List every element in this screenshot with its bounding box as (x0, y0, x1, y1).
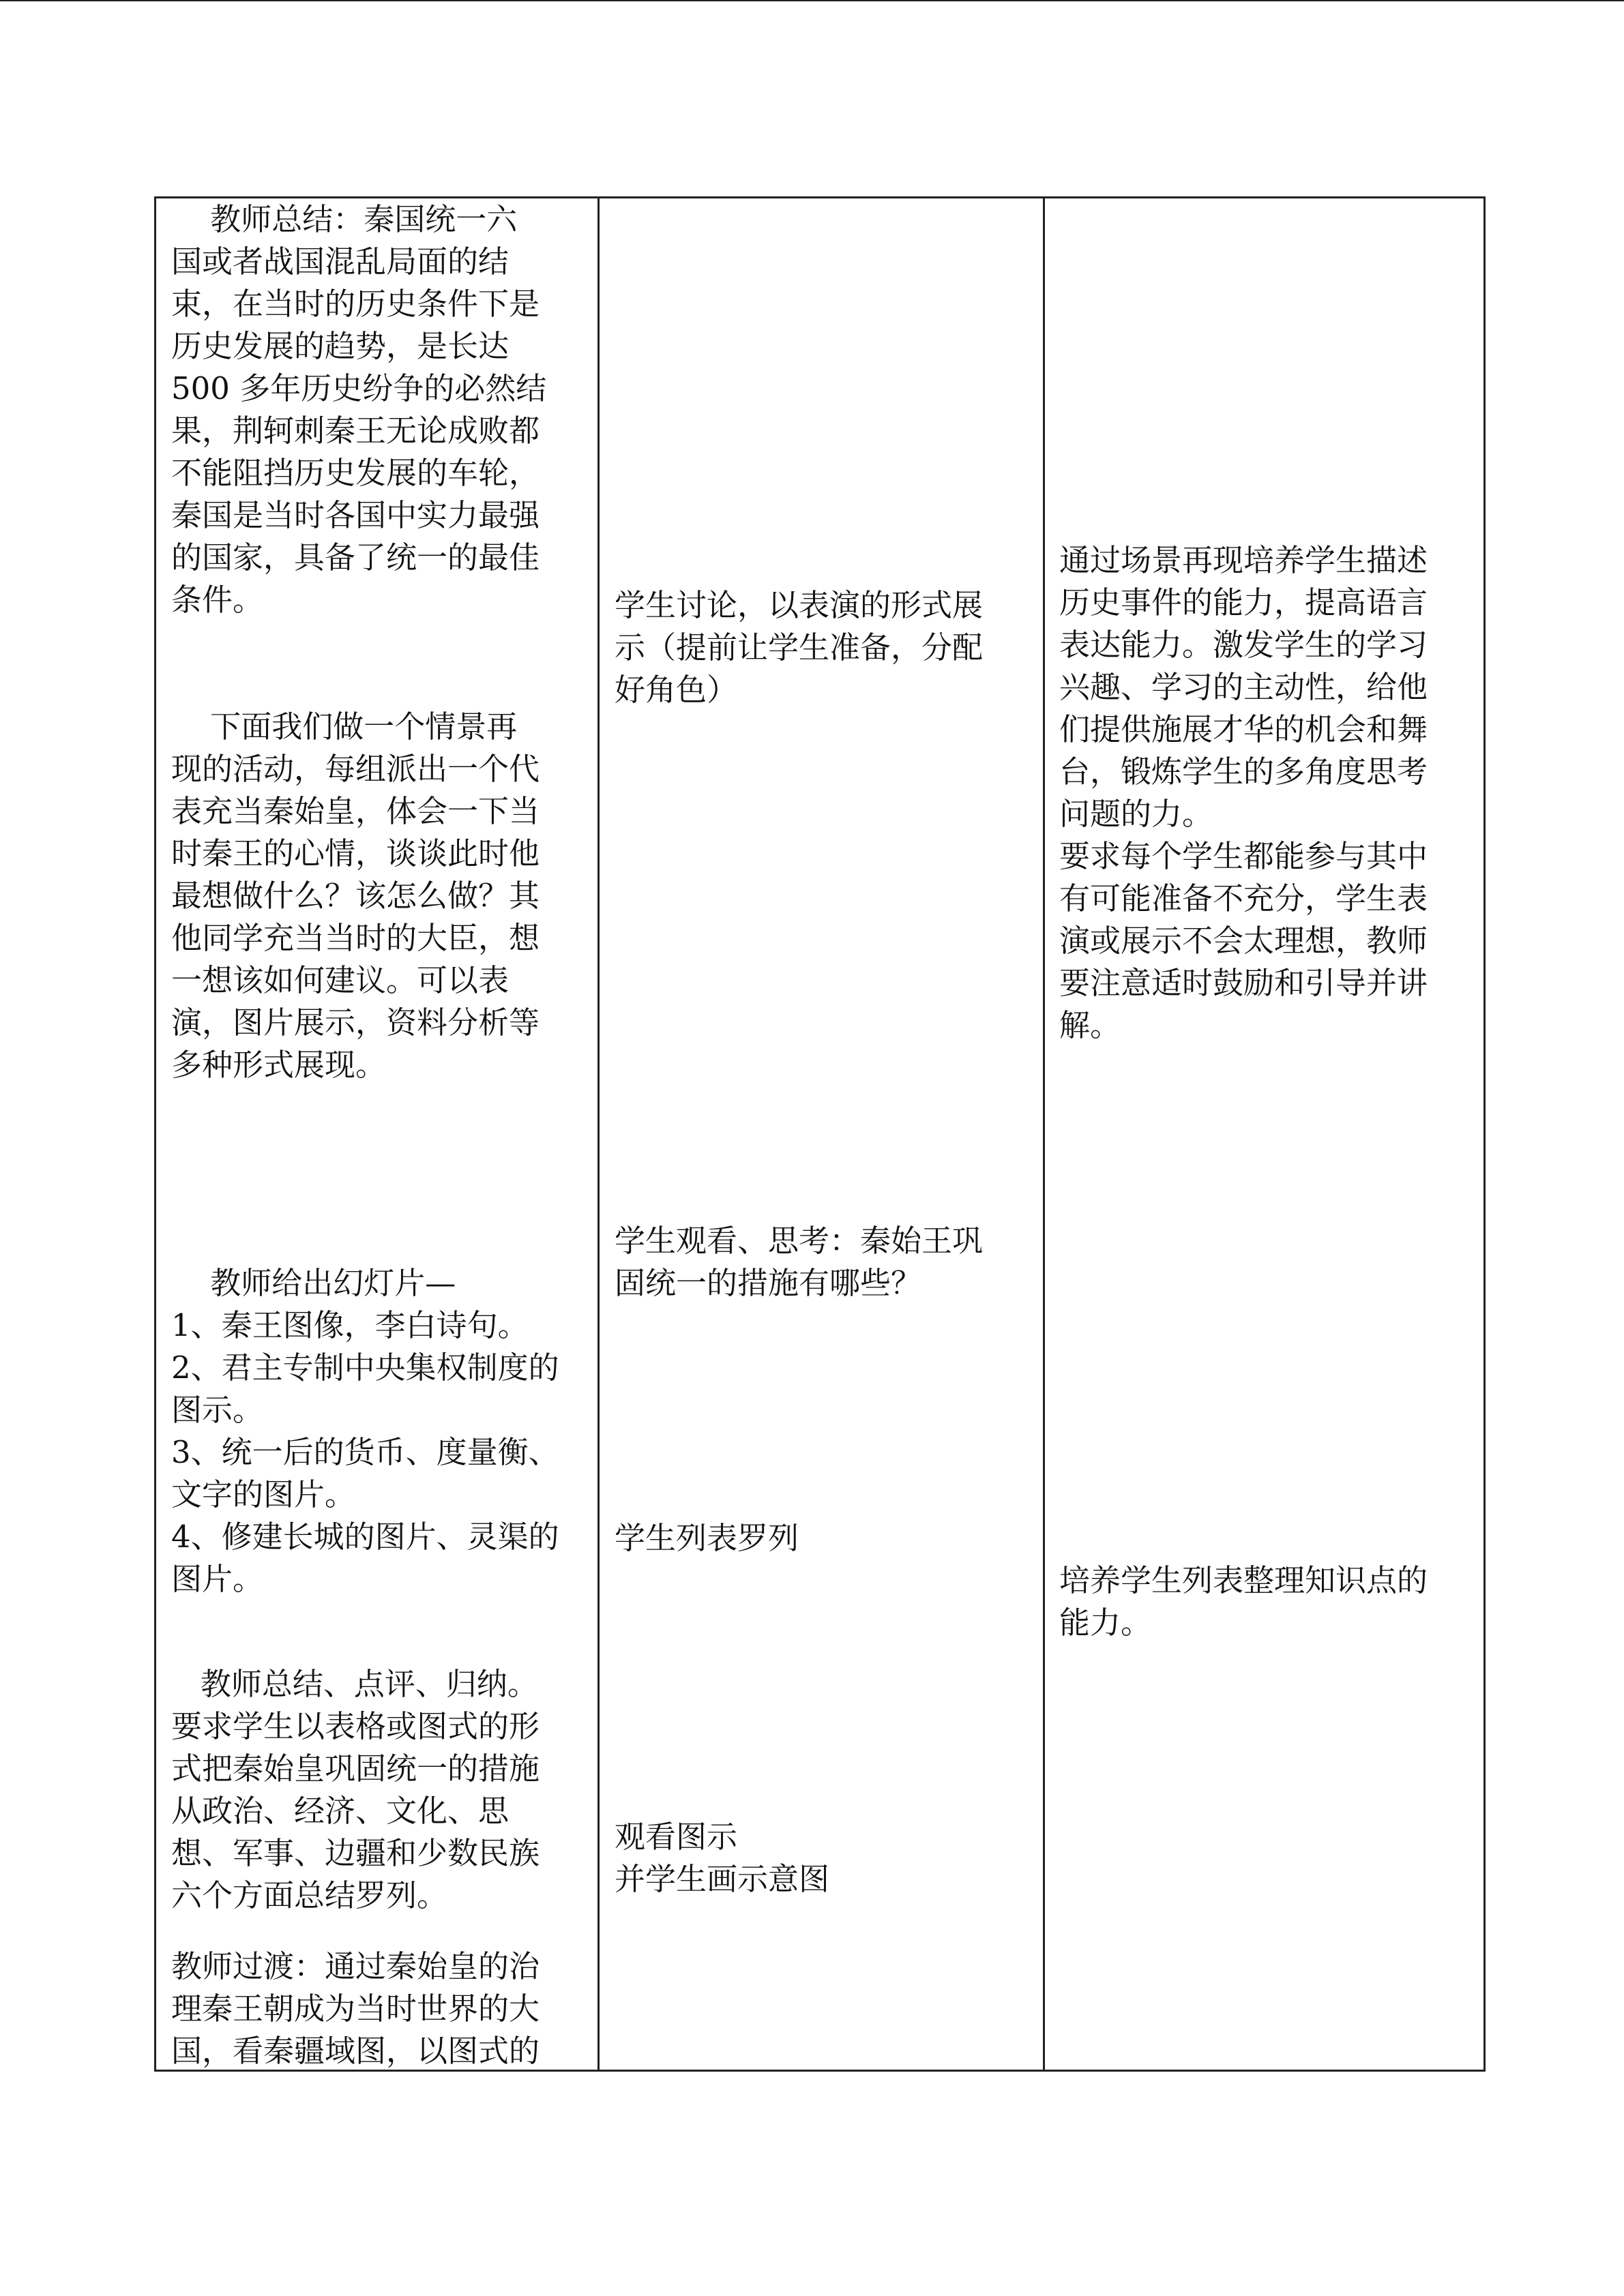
text-line: 500 多年历史纷争的必然结 (171, 370, 547, 406)
teacher-scene-activity-text (171, 706, 540, 1086)
column-divider-teacher-student (597, 198, 600, 2070)
text-line: 下面我们做一个情景再 (171, 709, 518, 745)
text-line: 们提供施展才华的机会和舞 (1059, 711, 1428, 747)
text-line: 要注意适时鼓励和引导并讲 (1059, 965, 1428, 1001)
text-line: 不能阻挡历史发展的车轮， (171, 455, 540, 491)
text-line: 要求学生以表格或图式的形 (171, 1708, 540, 1744)
text-line: 图示。 (171, 1392, 264, 1428)
column-divider-student-purpose (1043, 198, 1045, 2070)
text-line: 从政治、经济、文化、思 (171, 1793, 510, 1829)
text-line: 兴趣、学习的主动性，给他 (1059, 669, 1428, 705)
text-line: 国或者战国混乱局面的结 (171, 243, 510, 280)
text-line: 教师给出幻灯片— (171, 1265, 456, 1301)
text-line: 表充当秦始皇，体会一下当 (171, 793, 540, 829)
text-line: 要求每个学生都能参与其中 (1059, 838, 1428, 874)
text-line: 文字的图片。 (171, 1476, 356, 1512)
teacher-transition-text (171, 1945, 540, 2072)
text-line: 能力。 (1059, 1605, 1152, 1641)
teacher-slides-text (171, 1262, 559, 1600)
text-line: 秦国是当时各国中实力最强 (171, 497, 540, 533)
text-line: 六个方面总结罗列。 (171, 1877, 448, 1913)
purpose-list-text (1059, 1560, 1428, 1644)
text-line: 4、修建长城的图片、灵渠的 (171, 1519, 559, 1555)
text-line: 并学生画示意图 (615, 1861, 830, 1897)
student-map-text (615, 1816, 829, 1900)
text-line: 图片。 (171, 1561, 264, 1597)
text-line: 解。 (1059, 1007, 1121, 1043)
student-list-text (615, 1517, 799, 1560)
text-line: 历史事件的能力，提高语言 (1059, 584, 1428, 621)
text-line: 通过场景再现培养学生描述 (1059, 542, 1428, 578)
text-line: 好角色） (615, 672, 738, 708)
text-line: 2、君主专制中央集权制度的 (171, 1350, 559, 1386)
text-line: 最想做什么？该怎么做？其 (171, 878, 540, 914)
text-line: 演，图片展示，资料分析等 (171, 1004, 540, 1041)
text-line: 学生讨论，以表演的形式展 (615, 587, 984, 623)
text-line: 历史发展的趋势，是长达 (171, 328, 510, 364)
text-line: 束，在当时的历史条件下是 (171, 286, 540, 322)
text-line: 现的活动，每组派出一个代 (171, 751, 540, 787)
text-line: 时秦王的心情，谈谈此时他 (171, 835, 540, 871)
lesson-plan-table (154, 196, 1486, 2072)
text-line: 表达能力。激发学生的学习 (1059, 627, 1428, 663)
text-line: 式把秦始皇巩固统一的措施 (171, 1750, 540, 1787)
text-line: 理秦王朝成为当时世界的大 (171, 1991, 540, 2027)
text-line: 国，看秦疆域图，以图式的 (171, 2033, 540, 2069)
student-observe-text (615, 1220, 983, 1304)
text-line: 教师过渡：通过秦始皇的治 (171, 1948, 540, 1984)
text-line: 学生列表罗列 (615, 1520, 799, 1556)
teacher-review-text (171, 1663, 540, 1917)
text-line: 固统一的措施有哪些？ (615, 1265, 922, 1301)
teacher-summary-text (171, 198, 546, 621)
text-line: 问题的力。 (1059, 796, 1213, 832)
text-line: 1、秦王图像，李白诗句。 (171, 1307, 529, 1343)
text-line: 学生观看、思考：秦始王巩 (615, 1223, 984, 1259)
text-line: 想、军事、边疆和少数民族 (171, 1835, 540, 1871)
text-line: 多种形式展现。 (171, 1047, 387, 1083)
text-line: 示（提前让学生准备，分配 (615, 629, 984, 666)
text-line: 教师总结、点评、归纳。 (171, 1666, 538, 1702)
text-line: 他同学充当当时的大臣，想 (171, 920, 540, 956)
text-line: 有可能准备不充分，学生表 (1059, 880, 1428, 916)
text-line: 果，荆轲刺秦王无论成败都 (171, 413, 540, 449)
text-line: 台，锻炼学生的多角度思考 (1059, 754, 1428, 790)
purpose-scene-text (1059, 539, 1428, 1047)
text-line: 教师总结：秦国统一六 (171, 201, 518, 237)
text-line: 一想该如何建议。可以表 (171, 962, 510, 998)
page-top-rule (0, 0, 1624, 1)
student-discussion-text (615, 584, 983, 711)
text-line: 观看图示 (615, 1819, 738, 1855)
text-line: 条件。 (171, 582, 264, 618)
text-line: 演或展示不会太理想，教师 (1059, 923, 1428, 959)
text-line: 的国家，具备了统一的最佳 (171, 539, 540, 576)
text-line: 培养学生列表整理知识点的 (1059, 1562, 1428, 1598)
text-line: 3、统一后的货币、度量衡、 (171, 1434, 559, 1470)
